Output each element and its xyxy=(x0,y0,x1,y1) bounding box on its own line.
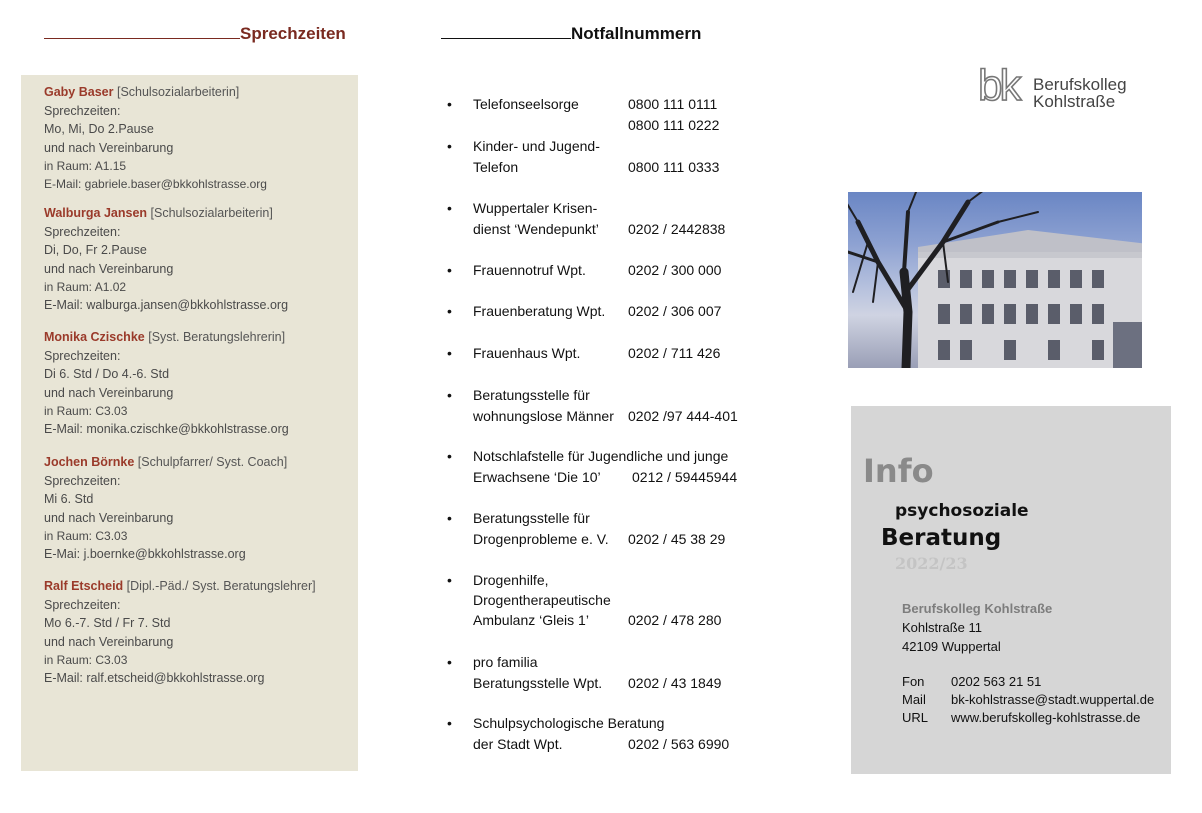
heading-underline xyxy=(44,24,240,39)
heading-underline xyxy=(441,24,571,39)
item-number: 0800 111 0111 xyxy=(628,96,718,112)
item-label: Drogentherapeutische xyxy=(473,592,611,608)
item-number: 0202 / 306 007 xyxy=(628,303,722,319)
berufskolleg-logo xyxy=(978,61,1128,111)
bullet-icon: • xyxy=(447,96,452,112)
bullet-icon: • xyxy=(447,448,452,464)
heading-sprechzeiten xyxy=(44,24,346,44)
contact-mail xyxy=(902,692,1155,707)
school-street: Kohlstraße 11 xyxy=(902,620,982,635)
person-line: in Raum: C3.03 xyxy=(44,404,128,418)
person-line: und nach Vereinbarung xyxy=(44,634,174,649)
info-year: 2022/23 xyxy=(895,554,968,573)
person-line: Di 6. Std / Do 4.-6. Std xyxy=(44,367,170,381)
item-label: Frauennotruf Wpt. xyxy=(473,262,586,278)
school-city: 42109 Wuppertal xyxy=(902,639,1001,654)
bullet-icon: • xyxy=(447,572,452,588)
person-role: [Dipl.-Päd./ Syst. Beratungslehrer] xyxy=(126,579,316,593)
person-line: Sprechzeiten: xyxy=(44,473,121,488)
item-number: 0202 / 45 38 29 xyxy=(628,531,726,547)
contact-label: URL xyxy=(902,710,929,725)
info-box xyxy=(851,406,1171,774)
item-label: Frauenberatung Wpt. xyxy=(473,303,606,319)
contact-label: Fon xyxy=(902,674,925,689)
contact-value: www.berufskolleg-kohlstrasse.de xyxy=(951,710,1141,725)
item-label: Beratungsstelle Wpt. xyxy=(473,675,603,691)
item-number: 0202 / 300 000 xyxy=(628,262,722,278)
item-label: Drogenhilfe, xyxy=(473,572,549,588)
person-name: Gaby Baser xyxy=(44,85,114,99)
person-line: Sprechzeiten: xyxy=(44,348,121,363)
person-card xyxy=(44,204,288,315)
item-label: wohnungslose Männer xyxy=(473,408,614,424)
item-number: 0202 / 43 1849 xyxy=(628,675,722,691)
item-label: Beratungsstelle für xyxy=(473,387,590,403)
item-label: Frauenhaus Wpt. xyxy=(473,345,581,361)
item-label: pro familia xyxy=(473,654,538,670)
person-line: und nach Vereinbarung xyxy=(44,385,174,400)
heading-sprechzeiten-text: Sprechzeiten xyxy=(240,24,346,43)
item-number: 0202 / 711 426 xyxy=(628,345,721,361)
person-email: E-Mail: monika.czischke@bkkohlstrasse.org xyxy=(44,422,289,436)
person-name: Ralf Etscheid xyxy=(44,579,124,593)
bullet-icon: • xyxy=(447,262,452,278)
item-number: 0202 / 2442838 xyxy=(628,221,726,237)
bullet-icon: • xyxy=(447,200,452,216)
contact-value: bk-kohlstrasse@stadt.wuppertal.de xyxy=(951,692,1155,707)
item-label: Wuppertaler Krisen- xyxy=(473,200,598,216)
bullet-icon: • xyxy=(447,387,452,403)
person-name: Walburga Jansen xyxy=(44,206,148,220)
item-number: 0202 / 563 6990 xyxy=(628,736,730,752)
item-label: Notschlafstelle für Jugendliche und junge xyxy=(473,448,729,464)
school-name: Berufskolleg Kohlstraße xyxy=(902,601,1053,616)
person-name: Monika Czischke xyxy=(44,330,145,344)
item-label: Beratungsstelle für xyxy=(473,510,590,526)
person-email: E-Mail: ralf.etscheid@bkkohlstrasse.org xyxy=(44,671,265,685)
item-label: dienst ‘Wendepunkt’ xyxy=(473,221,599,237)
person-card xyxy=(44,453,287,564)
heading-notfallnummern-text: Notfallnummern xyxy=(571,24,702,43)
logo-line-1: Berufskolleg xyxy=(1033,75,1127,94)
item-number: 0202 /97 444-401 xyxy=(628,408,738,424)
item-label: Erwachsene ‘Die 10’ xyxy=(473,469,601,485)
item-label: Telefon xyxy=(473,159,519,175)
person-role: [Schulsozialarbeiterin] xyxy=(116,85,240,99)
person-line: Mo 6.-7. Std / Fr 7. Std xyxy=(44,616,171,630)
person-email: E-Mai: j.boernke@bkkohlstrasse.org xyxy=(44,547,246,561)
bullet-icon: • xyxy=(447,345,452,361)
person-line: in Raum: A1.15 xyxy=(44,159,127,173)
contact-label: Mail xyxy=(902,692,926,707)
person-email: E-Mail: walburga.jansen@bkkohlstrasse.org xyxy=(44,298,289,312)
heading-notfallnummern xyxy=(441,24,701,44)
person-card xyxy=(44,328,289,439)
info-subtitle-main: Beratung xyxy=(881,525,1002,551)
item-number: 0800 111 0222 xyxy=(628,117,720,133)
person-line: in Raum: C3.03 xyxy=(44,529,128,543)
item-number: 0212 / 59445944 xyxy=(632,469,738,485)
sprechzeiten-panel xyxy=(21,75,358,771)
person-card xyxy=(44,577,316,688)
item-label: der Stadt Wpt. xyxy=(473,736,563,752)
item-label: Telefonseelsorge xyxy=(473,96,579,112)
person-line: Sprechzeiten: xyxy=(44,103,121,118)
person-line: Mo, Mi, Do 2.Pause xyxy=(44,122,154,136)
person-role: [Schulsozialarbeiterin] xyxy=(150,206,273,220)
person-role: [Syst. Beratungslehrerin] xyxy=(148,330,286,344)
bullet-icon: • xyxy=(447,654,452,670)
person-line: und nach Vereinbarung xyxy=(44,510,174,525)
info-title: Info xyxy=(863,452,934,490)
bullet-icon: • xyxy=(447,510,452,526)
bullet-icon: • xyxy=(447,715,452,731)
person-line: in Raum: C3.03 xyxy=(44,653,128,667)
item-number: 0800 111 0333 xyxy=(628,159,720,175)
person-name: Jochen Börnke xyxy=(44,455,135,469)
contact-phone xyxy=(902,674,1042,689)
info-subtitle: psychosoziale xyxy=(895,501,1029,521)
person-line: Sprechzeiten: xyxy=(44,597,121,612)
person-role: [Schulpfarrer/ Syst. Coach] xyxy=(137,455,288,469)
contact-value: 0202 563 21 51 xyxy=(951,674,1042,689)
contact-url xyxy=(902,710,1141,725)
person-line: und nach Vereinbarung xyxy=(44,261,174,276)
person-line: und nach Vereinbarung xyxy=(44,140,174,155)
item-label: Schulpsychologische Beratung xyxy=(473,715,665,731)
item-label: Ambulanz ‘Gleis 1’ xyxy=(473,612,589,628)
bullet-icon: • xyxy=(447,138,452,154)
logo-line-2: Kohlstraße xyxy=(1033,92,1116,111)
person-card xyxy=(44,83,267,193)
item-label: Drogenprobleme e. V. xyxy=(473,531,609,547)
item-label: Kinder- und Jugend- xyxy=(473,138,600,154)
bk-logo-mark: bk xyxy=(978,61,1019,110)
person-line: Mi 6. Std xyxy=(44,492,94,506)
school-building-photo xyxy=(848,192,1142,368)
bullet-icon: • xyxy=(447,303,452,319)
person-line: in Raum: A1.02 xyxy=(44,280,127,294)
person-email: E-Mail: gabriele.baser@bkkohlstrasse.org xyxy=(44,177,267,191)
item-number: 0202 / 478 280 xyxy=(628,612,722,628)
person-line: Di, Do, Fr 2.Pause xyxy=(44,243,147,257)
person-line: Sprechzeiten: xyxy=(44,224,121,239)
